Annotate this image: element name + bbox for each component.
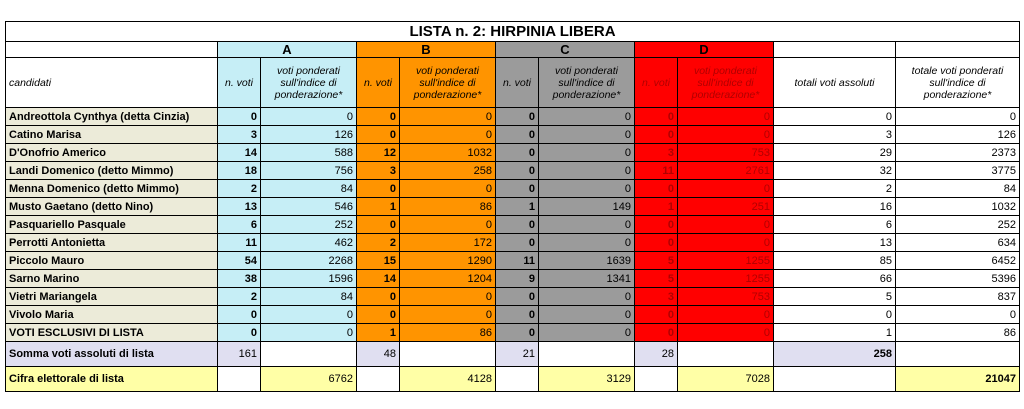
cell-c-n: 0 [496,180,539,198]
somma-row-c: 21 [496,342,539,367]
candidate-name: VOTI ESCLUSIVI DI LISTA [6,324,218,342]
somma-row-d: 28 [635,342,678,367]
cell-c-n: 0 [496,144,539,162]
cell-d-p: 753 [678,144,774,162]
cell-c-n: 0 [496,306,539,324]
cell-d-n: 0 [635,324,678,342]
cell-totp: 634 [896,234,1020,252]
cell-a-p: 0 [261,108,357,126]
cell-a-n: 2 [218,180,261,198]
cell-totp: 84 [896,180,1020,198]
candidate-name: Vietri Mariangela [6,288,218,306]
cell-a-p: 84 [261,180,357,198]
candidate-name: Catino Marisa [6,126,218,144]
cell-d-p: 0 [678,234,774,252]
cell-c-n: 0 [496,126,539,144]
table-row [6,216,1020,234]
cell-c-p: 0 [539,126,635,144]
cell-a-n: 0 [218,324,261,342]
cell-d-p: 0 [678,216,774,234]
cell-b-n: 1 [357,198,400,216]
cell-c-p: 0 [539,216,635,234]
cell-b-n: 0 [357,180,400,198]
cell-a-p: 0 [261,324,357,342]
cell-a-p: 126 [261,126,357,144]
cell-d-n: 0 [635,234,678,252]
a-ponderati-header: voti ponderati sull'indice di ponderazione* [261,58,357,108]
cell-c-p: 0 [539,180,635,198]
title-row [6,22,1020,42]
cell-a-n: 38 [218,270,261,288]
cell-totp: 1032 [896,198,1020,216]
cell-a-p: 1596 [261,270,357,288]
cell-a-p: 756 [261,162,357,180]
candidate-name: Piccolo Mauro [6,252,218,270]
totale-voti-ponderati-header: totale voti ponderati sull'indice di ponderazione* [896,58,1020,108]
table-row [6,324,1020,342]
cifra-row-c: 3129 [539,367,635,392]
cell-d-p: 753 [678,288,774,306]
cell-a-n: 18 [218,162,261,180]
cell-c-p: 0 [539,306,635,324]
cell-d-p: 0 [678,126,774,144]
candidate-name: Landi Domenico (detto Mimmo) [6,162,218,180]
votes-table [5,21,1020,392]
cell-b-p: 0 [400,180,496,198]
table-row [6,288,1020,306]
cell-c-p: 0 [539,162,635,180]
cell-d-n: 5 [635,252,678,270]
candidate-name: Sarno Marino [6,270,218,288]
cell-c-n: 0 [496,288,539,306]
table-row [6,270,1020,288]
somma-row-empty [400,342,496,367]
table-row [6,108,1020,126]
cell-b-p: 1204 [400,270,496,288]
table-row [6,198,1020,216]
candidate-name: Vivolo Maria [6,306,218,324]
cell-c-p: 0 [539,324,635,342]
cell-totp: 252 [896,216,1020,234]
cifra-row-empty [357,367,400,392]
cell-a-n: 3 [218,126,261,144]
cell-b-p: 172 [400,234,496,252]
cifra-row-d: 7028 [678,367,774,392]
cell-c-n: 0 [496,108,539,126]
somma-row-empty [678,342,774,367]
cell-totp: 86 [896,324,1020,342]
candidate-name: Perrotti Antonietta [6,234,218,252]
cell-totp: 126 [896,126,1020,144]
somma-row-empty [539,342,635,367]
cell-d-n: 1 [635,198,678,216]
cifra-row-empty [774,367,896,392]
cell-tot: 0 [774,108,896,126]
cell-c-n: 9 [496,270,539,288]
candidate-name: Musto Gaetano (detto Nino) [6,198,218,216]
cell-b-n: 0 [357,288,400,306]
cell-a-n: 6 [218,216,261,234]
cell-d-n: 0 [635,126,678,144]
cell-tot: 32 [774,162,896,180]
cell-a-p: 84 [261,288,357,306]
cell-d-n: 0 [635,180,678,198]
cell-c-p: 0 [539,288,635,306]
totali-voti-assoluti-header: totali voti assoluti [774,58,896,108]
cell-b-n: 0 [357,306,400,324]
table-row [6,306,1020,324]
cell-b-n: 1 [357,324,400,342]
cell-tot: 5 [774,288,896,306]
cell-b-p: 0 [400,126,496,144]
cell-totp: 0 [896,306,1020,324]
cell-tot: 66 [774,270,896,288]
cell-d-n: 3 [635,144,678,162]
cell-a-n: 13 [218,198,261,216]
cell-a-p: 588 [261,144,357,162]
d-ponderati-header: voti ponderati sull'indice di ponderazione* [678,58,774,108]
somma-row-empty [261,342,357,367]
cell-totp: 837 [896,288,1020,306]
candidate-name: Menna Domenico (detto Mimmo) [6,180,218,198]
cell-b-p: 1032 [400,144,496,162]
group-d-header: D [635,42,774,58]
cell-tot: 85 [774,252,896,270]
a-n-voti-header: n. voti [218,58,261,108]
candidati-header: candidati [6,58,218,108]
somma-row-empty [896,342,1020,367]
cell-totp: 3775 [896,162,1020,180]
cell-c-p: 0 [539,234,635,252]
cell-b-n: 3 [357,162,400,180]
table-row [6,126,1020,144]
cell-c-p: 1639 [539,252,635,270]
cell-c-n: 11 [496,252,539,270]
cifra-row-empty [635,367,678,392]
group-a-header: A [218,42,357,58]
cell-b-p: 0 [400,216,496,234]
c-n-voti-header: n. voti [496,58,539,108]
cell-a-p: 462 [261,234,357,252]
cifra-row [6,367,1020,392]
cell-d-n: 0 [635,108,678,126]
b-n-voti-header: n. voti [357,58,400,108]
cell-b-n: 2 [357,234,400,252]
cell-c-n: 1 [496,198,539,216]
table-row [6,180,1020,198]
cell-b-p: 0 [400,108,496,126]
cell-d-n: 11 [635,162,678,180]
cell-b-p: 0 [400,288,496,306]
cell-c-p: 1341 [539,270,635,288]
cell-tot: 13 [774,234,896,252]
cell-totp: 5396 [896,270,1020,288]
cell-d-n: 3 [635,288,678,306]
cell-d-n: 0 [635,216,678,234]
cell-b-p: 1290 [400,252,496,270]
table-row [6,162,1020,180]
cell-b-p: 258 [400,162,496,180]
somma-row-b: 48 [357,342,400,367]
cell-a-p: 546 [261,198,357,216]
cell-c-n: 0 [496,216,539,234]
cell-a-n: 0 [218,306,261,324]
cell-b-n: 0 [357,126,400,144]
cell-c-n: 0 [496,234,539,252]
cell-tot: 16 [774,198,896,216]
cell-b-p: 86 [400,198,496,216]
d-n-voti-header: n. voti [635,58,678,108]
cell-totp: 6452 [896,252,1020,270]
somma-row [6,342,1020,367]
cell-tot: 1 [774,324,896,342]
cell-a-p: 0 [261,306,357,324]
cell-d-p: 0 [678,324,774,342]
cifra-row-label: Cifra elettorale di lista [6,367,218,392]
cifra-row-empty [218,367,261,392]
somma-row-label: Somma voti assoluti di lista [6,342,218,367]
cell-b-n: 12 [357,144,400,162]
cell-c-p: 149 [539,198,635,216]
somma-row-tot: 258 [774,342,896,367]
cell-c-p: 0 [539,108,635,126]
cifra-row-a: 6762 [261,367,357,392]
table-title: LISTA n. 2: HIRPINIA LIBERA [6,22,1020,42]
cell-totp: 2373 [896,144,1020,162]
cell-a-p: 2268 [261,252,357,270]
c-ponderati-header: voti ponderati sull'indice di ponderazione* [539,58,635,108]
cell-c-n: 0 [496,162,539,180]
column-header-row [6,58,1020,108]
cell-b-p: 86 [400,324,496,342]
cifra-row-tot: 21047 [896,367,1020,392]
candidate-name: D'Onofrio Americo [6,144,218,162]
table-row [6,144,1020,162]
candidate-name: Pasquariello Pasquale [6,216,218,234]
cell-d-p: 0 [678,306,774,324]
cell-b-n: 0 [357,216,400,234]
cell-a-p: 252 [261,216,357,234]
cell-d-p: 2761 [678,162,774,180]
group-b-header: B [357,42,496,58]
cell-a-n: 14 [218,144,261,162]
cell-d-p: 0 [678,180,774,198]
table-row [6,252,1020,270]
cell-b-n: 15 [357,252,400,270]
cell-b-n: 14 [357,270,400,288]
cell-c-p: 0 [539,144,635,162]
cell-tot: 6 [774,216,896,234]
cell-a-n: 54 [218,252,261,270]
group-row [6,42,1020,58]
cell-c-n: 0 [496,324,539,342]
cell-a-n: 2 [218,288,261,306]
cell-d-p: 1255 [678,270,774,288]
cell-d-p: 251 [678,198,774,216]
cell-b-n: 0 [357,108,400,126]
cell-d-p: 0 [678,108,774,126]
cell-totp: 0 [896,108,1020,126]
cifra-row-empty [496,367,539,392]
cell-tot: 2 [774,180,896,198]
cell-a-n: 0 [218,108,261,126]
cell-tot: 29 [774,144,896,162]
cifra-row-b: 4128 [400,367,496,392]
cell-d-n: 0 [635,306,678,324]
cell-tot: 0 [774,306,896,324]
cell-d-p: 1255 [678,252,774,270]
b-ponderati-header: voti ponderati sull'indice di ponderazione* [400,58,496,108]
candidate-name: Andreottola Cynthya (detta Cinzia) [6,108,218,126]
cell-b-p: 0 [400,306,496,324]
table-row [6,234,1020,252]
group-c-header: C [496,42,635,58]
cell-a-n: 11 [218,234,261,252]
cell-d-n: 5 [635,270,678,288]
cell-tot: 3 [774,126,896,144]
somma-row-a: 161 [218,342,261,367]
